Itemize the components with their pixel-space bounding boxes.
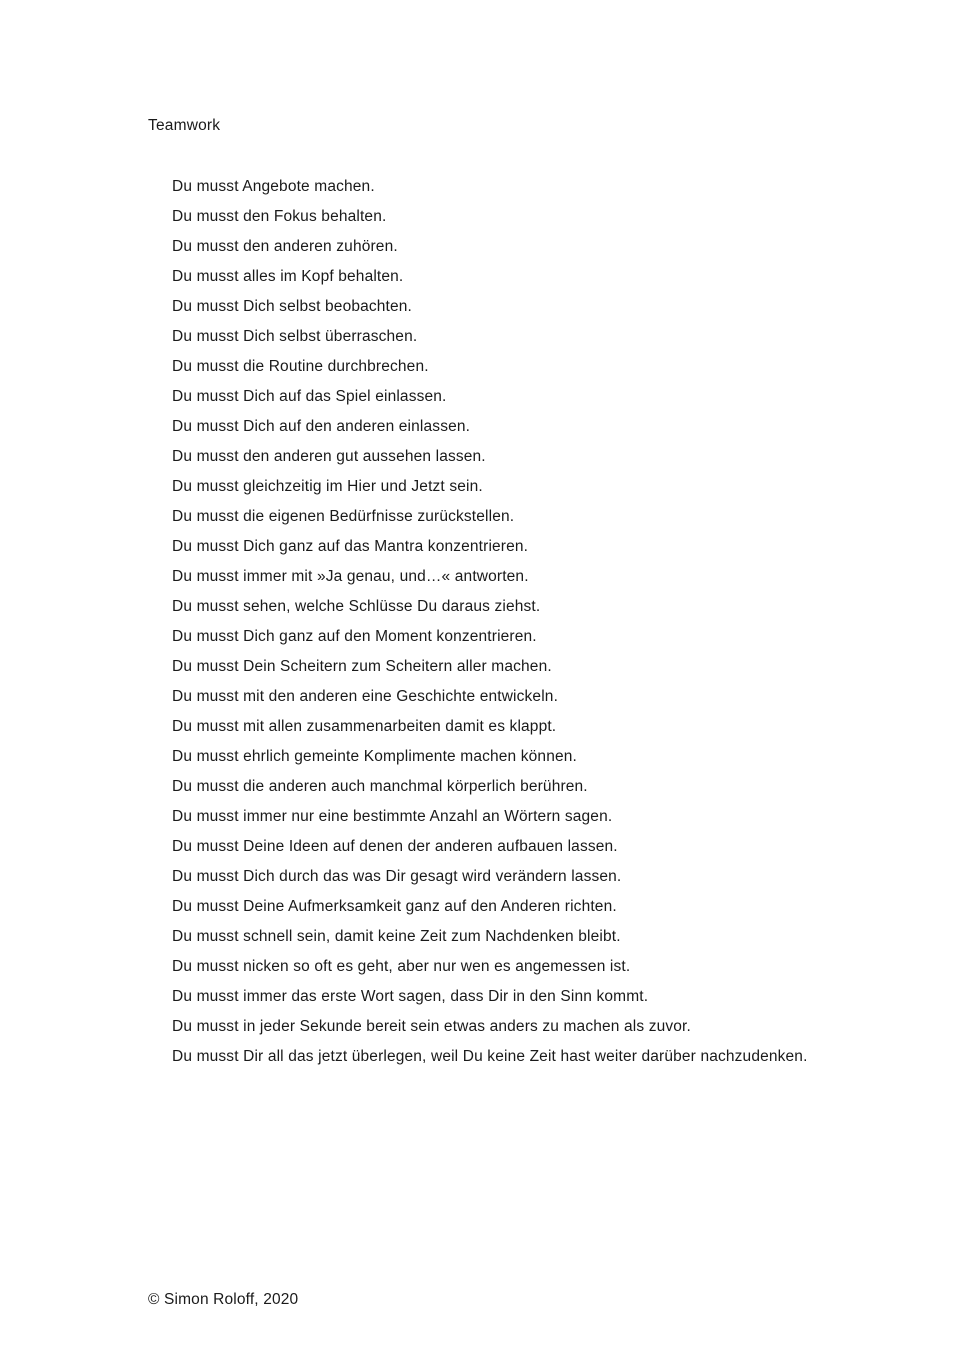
poem-line: Du musst Angebote machen. xyxy=(172,178,375,195)
poem-line: Du musst Deine Aufmerksamkeit ganz auf den Anderen richten. xyxy=(172,898,617,915)
poem-lines xyxy=(172,172,808,1072)
poem-line: Du musst mit den anderen eine Geschichte entwickeln. xyxy=(172,688,559,705)
poem-line: Du musst die Routine durchbrechen. xyxy=(172,358,429,375)
poem-line: Du musst gleichzeitig im Hier und Jetzt sein. xyxy=(172,478,483,495)
poem-line: Du musst immer mit »Ja genau, und…« antworten. xyxy=(172,568,529,585)
poem-line: Du musst den Fokus behalten. xyxy=(172,208,387,225)
poem-line: Du musst in jeder Sekunde bereit sein etwas anders zu machen als zuvor. xyxy=(172,1018,691,1035)
poem-line: Du musst den anderen gut aussehen lassen. xyxy=(172,448,486,465)
poem-line: Du musst immer nur eine bestimmte Anzahl an Wörtern sagen. xyxy=(172,808,613,825)
poem-line: Du musst die eigenen Bedürfnisse zurückstellen. xyxy=(172,508,515,525)
poem-line: Du musst die anderen auch manchmal körperlich berühren. xyxy=(172,778,588,795)
poem-line: Du musst nicken so oft es geht, aber nur wen es angemessen ist. xyxy=(172,958,631,975)
poem-line: Du musst Dich ganz auf den Moment konzentrieren. xyxy=(172,628,537,645)
poem-line: Du musst Dich selbst überraschen. xyxy=(172,328,418,345)
poem-line: Du musst mit allen zusammenarbeiten damit es klappt. xyxy=(172,718,557,735)
poem-line: Du musst sehen, welche Schlüsse Du daraus ziehst. xyxy=(172,598,541,615)
poem-line: Du musst Dich auf das Spiel einlassen. xyxy=(172,388,447,405)
poem-line: Du musst Deine Ideen auf denen der anderen aufbauen lassen. xyxy=(172,838,618,855)
poem-line: Du musst alles im Kopf behalten. xyxy=(172,268,404,285)
copyright-footer: © Simon Roloff, 2020 xyxy=(148,1291,299,1308)
poem-line: Du musst Dir all das jetzt überlegen, weil Du keine Zeit hast weiter darüber nachzudenken. xyxy=(172,1048,808,1065)
poem-line: Du musst Dich auf den anderen einlassen. xyxy=(172,418,471,435)
document-title: Teamwork xyxy=(148,117,221,134)
poem-line: Du musst schnell sein, damit keine Zeit zum Nachdenken bleibt. xyxy=(172,928,621,945)
poem-line: Du musst den anderen zuhören. xyxy=(172,238,398,255)
poem-line: Du musst Dich ganz auf das Mantra konzentrieren. xyxy=(172,538,529,555)
poem-line: Du musst Dich durch das was Dir gesagt wird verändern lassen. xyxy=(172,868,622,885)
poem-line: Du musst ehrlich gemeinte Komplimente machen können. xyxy=(172,748,577,765)
poem-line: Du musst immer das erste Wort sagen, dass Dir in den Sinn kommt. xyxy=(172,988,649,1005)
poem-line: Du musst Dich selbst beobachten. xyxy=(172,298,413,315)
poem-line: Du musst Dein Scheitern zum Scheitern aller machen. xyxy=(172,658,552,675)
